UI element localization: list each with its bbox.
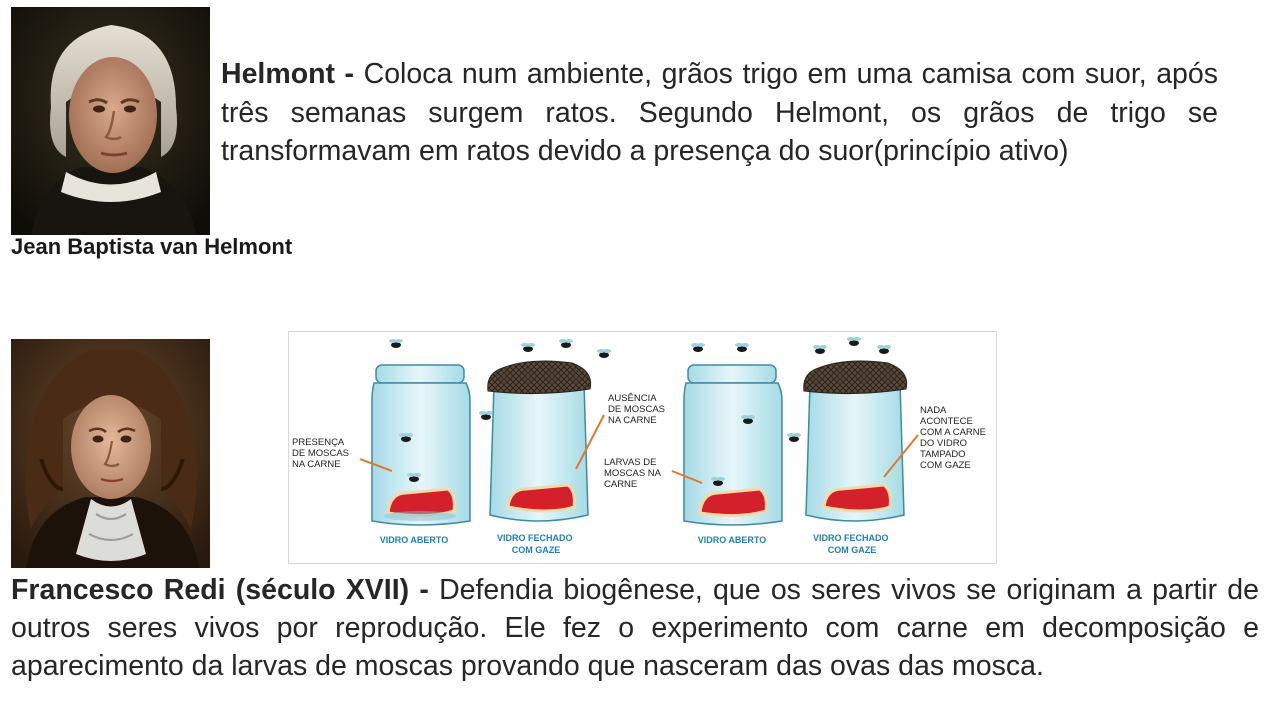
redi-separator: - bbox=[409, 574, 440, 606]
redi-name: Francesco Redi (século XVII) bbox=[11, 574, 410, 606]
jar-caption-4: VIDRO FECHADO COM GAZE bbox=[812, 533, 889, 555]
label-nada: NADA ACONTECE COM A CARNE DO VIDRO TAMPADO COM GAZE bbox=[920, 405, 986, 471]
label-ausencia: AUSÊNCIA DE MOSCAS NA CARNE bbox=[608, 393, 666, 426]
jar-caption-3: VIDRO ABERTO bbox=[697, 535, 767, 545]
helmont-description: Coloca num ambiente, grãos trigo em uma camisa com suor, após três semanas surgem ratos. Segundo Helmont, os grãos de trigo se transformavam em ratos devido a presença do suor(princípio ativo) bbox=[221, 58, 1219, 167]
redi-paragraph bbox=[11, 571, 1259, 685]
jar-gauze-1 bbox=[488, 361, 591, 521]
redi-description: Defendia biogênese, que os seres vivos se originam a partir de outros seres vivos por reprodução. Ele fez o experimento com carne em decomposição e aparecimento da larvas de moscas provando que nasceram das ovas das mosca. bbox=[11, 574, 1260, 682]
jar-open-1 bbox=[372, 365, 470, 525]
helmont-caption: Jean Baptista van Helmont bbox=[11, 234, 293, 259]
helmont-separator: - bbox=[335, 58, 364, 90]
helmont-name: Helmont bbox=[221, 58, 335, 90]
redi-portrait bbox=[11, 339, 210, 568]
jar-caption-2: VIDRO FECHADO COM GAZE bbox=[496, 533, 573, 555]
redi-experiment-illustration bbox=[288, 331, 997, 564]
jar-gauze-2 bbox=[804, 361, 907, 521]
jar-caption-1: VIDRO ABERTO bbox=[379, 535, 449, 545]
label-larvas: LARVAS DE MOSCAS NA CARNE bbox=[604, 457, 661, 490]
helmont-paragraph bbox=[221, 55, 1218, 171]
jar-open-2 bbox=[684, 365, 782, 525]
helmont-portrait bbox=[11, 7, 210, 235]
label-presenca: PRESENÇA DE MOSCAS NA CARNE bbox=[292, 437, 350, 470]
